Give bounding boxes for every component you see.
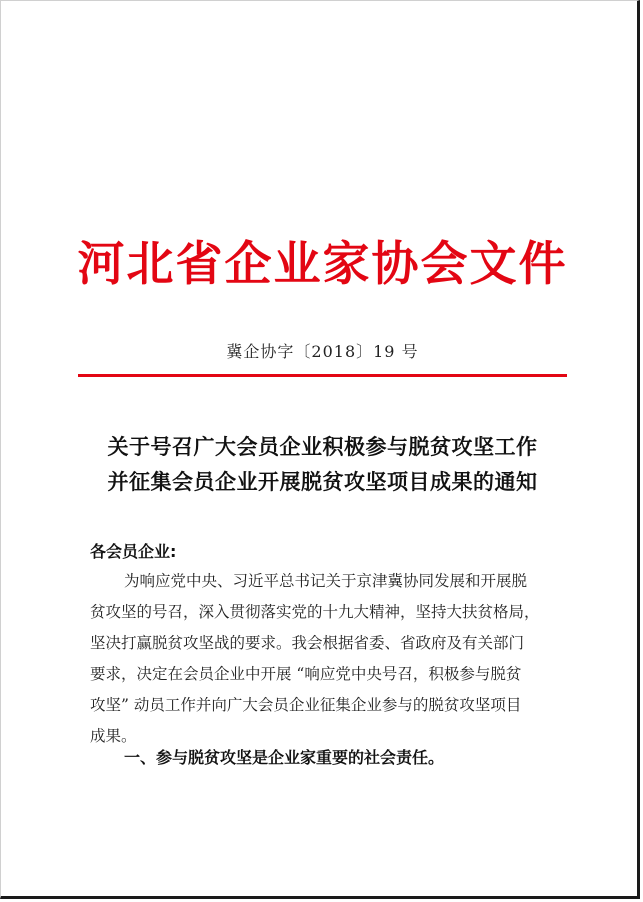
red-divider-line	[78, 374, 567, 377]
body-paragraph	[90, 566, 560, 752]
salutation: 各会员企业:	[90, 542, 177, 561]
paragraph-line: 要求，决定在会员企业中开展 “响应党中央号召，积极参与脱贫	[90, 665, 522, 683]
org-header-title: 河北省企业家协会文件	[77, 237, 568, 292]
paragraph-line: 坚决打赢脱贫攻坚战的要求。我会根据省委、省政府及有关部门	[90, 634, 525, 652]
paragraph-line: 为响应党中央、习近平总书记关于京津冀协同发展和开展脱	[124, 572, 528, 590]
notice-title-line-2: 并征集会员企业开展脱贫攻坚项目成果的通知	[107, 470, 538, 494]
paragraph-line: 攻坚” 动员工作并向广大会员企业征集企业参与的脱贫攻坚项目	[90, 696, 522, 714]
notice-title-line-1: 关于号召广大会员企业积极参与脱贫攻坚工作	[107, 435, 538, 459]
paragraph-line: 贫攻坚的号召，深入贯彻落实党的十九大精神，坚持大扶贫格局，	[90, 603, 540, 621]
section-heading-1: 一、参与脱贫攻坚是企业家重要的社会责任。	[124, 748, 445, 767]
paragraph-line: 成果。	[90, 727, 137, 745]
document-number: 冀企协字〔2018〕19 号	[226, 342, 419, 361]
